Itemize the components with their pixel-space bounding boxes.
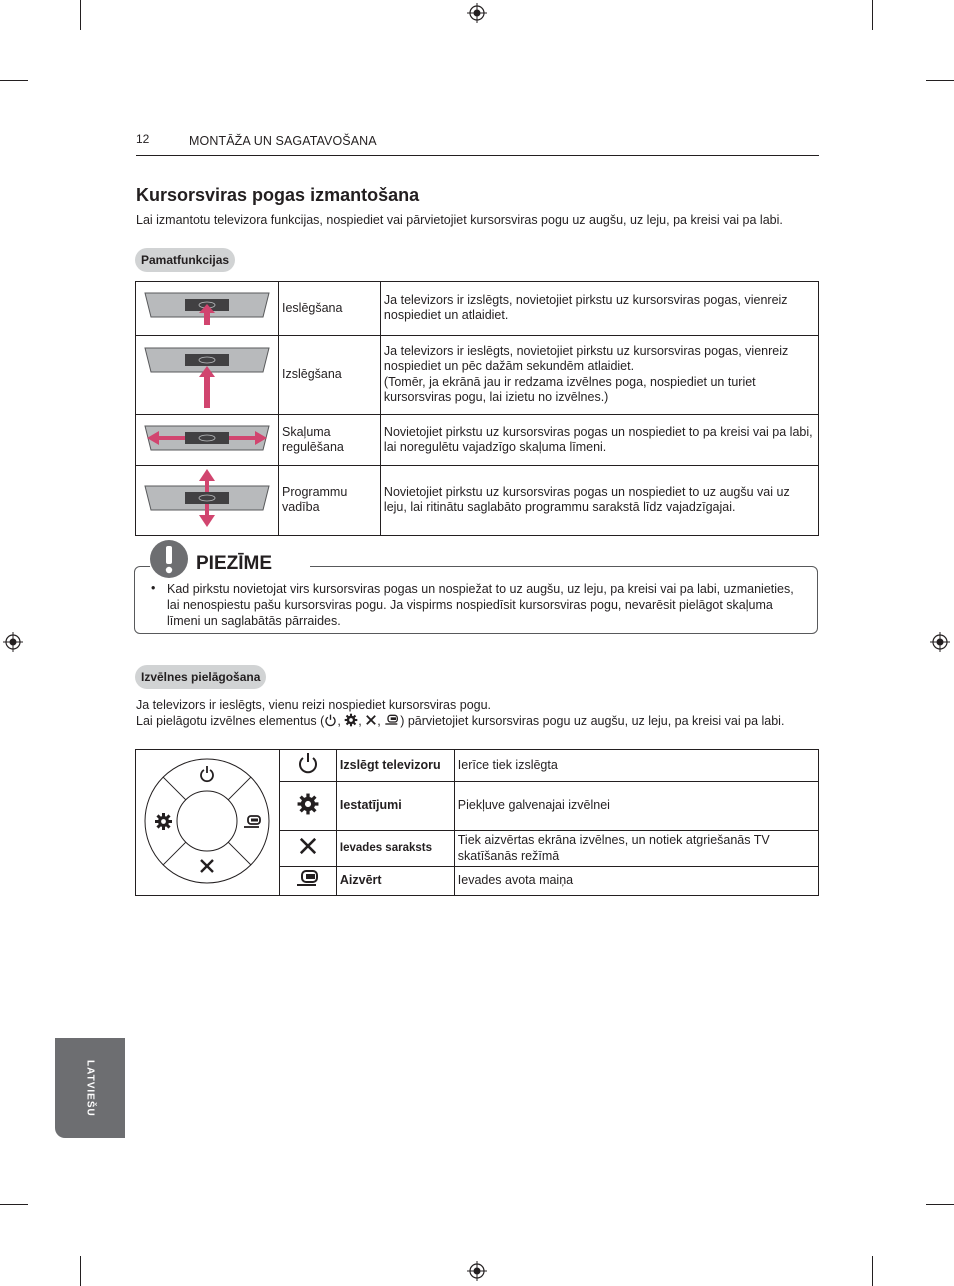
menu-item-description: Tiek aizvērtas ekrāna izvēlnes, un notiek atgriešanās TV skatīšanās režīmā — [454, 831, 818, 867]
icon-cell — [279, 867, 336, 895]
menu-item-description: Ievades avota maiņa — [454, 867, 818, 895]
menu-wheel-cell — [136, 750, 280, 896]
crop-mark — [80, 1256, 81, 1286]
icon-cell — [279, 781, 336, 830]
table-row — [136, 282, 819, 336]
registration-mark-icon — [467, 1261, 487, 1281]
text-fragment: Lai pielāgotu izvēlnes elementus ( — [136, 714, 325, 728]
function-description: Novietojiet pirkstu uz kursorsviras pogas un nospiediet to pa kreisi vai pa labi, lai noregulētu vajadzīgo skaļuma līmeni. — [380, 415, 818, 466]
text-fragment: , — [358, 714, 362, 728]
crop-mark — [926, 80, 954, 81]
input-icon — [295, 870, 321, 888]
menu-instruction-line: Ja televizors ir ieslēgts, vienu reizi nospiediet kursorsviras pogu. — [136, 698, 492, 712]
power-icon — [324, 714, 337, 727]
icon-cell — [279, 750, 336, 782]
registration-mark-icon — [930, 632, 950, 652]
up-down-arrow-icon — [139, 468, 275, 528]
language-tab-label: LATVIEŠU — [84, 1059, 96, 1117]
bullet: • — [151, 581, 156, 595]
intro-text: Lai izmantotu televizora funkcijas, nospiediet vai pārvietojiet kursorsviras pogu uz augšu, uz leju, pa kreisi vai pa labi. — [136, 213, 783, 227]
button-diagram-cell — [136, 335, 279, 415]
crop-mark — [872, 1256, 873, 1286]
button-diagram-cell — [136, 282, 279, 336]
crop-mark — [0, 80, 28, 81]
gear-icon — [344, 713, 358, 727]
gear-icon — [297, 793, 319, 815]
table-row — [136, 750, 819, 782]
registration-mark-icon — [3, 632, 23, 652]
header-rule — [136, 155, 819, 156]
power-icon — [298, 752, 318, 774]
menu-instruction-line — [136, 713, 816, 729]
function-name: Programmu vadība — [279, 466, 381, 536]
page-number: 12 — [136, 132, 150, 146]
function-description: Ja televizors ir ieslēgts, novietojiet pirkstu uz kursorsviras pogas, vienreiz nospiediet un pēc dažām sekundēm atlaidiet. (Tomēr, ja ekrānā jau ir redzama izvēlnes poga, nospiediet un turiet kursorsviras pogu, lai izietu no izvēlnes.) — [380, 335, 818, 415]
press-up-short-arrow-icon — [139, 284, 275, 328]
note-text: Kad pirkstu novietojat virs kursorsviras pogas un nospiežat to uz augšu, uz leju, pa kreisi vai pa labi, uzmanieties, lai nenospiestu pašu kursorsviras pogu. Ja vispirms nospiedīsit kursorsviras pogu, nevarēsit pielāgot skaļuma līmeni un saglabātās pārraides. — [167, 582, 794, 628]
function-name: Skaļuma regulēšana — [279, 415, 381, 466]
menu-instructions — [136, 697, 816, 729]
button-diagram-cell — [136, 466, 279, 536]
menu-item-name: Aizvērt — [336, 867, 454, 895]
crop-mark — [926, 1204, 954, 1205]
table-row — [136, 466, 819, 536]
close-x-icon — [365, 714, 377, 726]
exclamation-icon — [150, 540, 188, 578]
table-row — [136, 415, 819, 466]
menu-item-name: Izslēgt televizoru — [336, 750, 454, 782]
close-x-icon — [299, 837, 317, 855]
input-icon — [384, 714, 400, 726]
function-description: Ja televizors ir izslēgts, novietojiet pirkstu uz kursorsviras pogas, vienreiz nospiediet un atlaidiet. — [380, 282, 818, 336]
icon-cell — [279, 831, 336, 867]
registration-mark-icon — [467, 3, 487, 23]
function-name: Izslēgšana — [279, 335, 381, 415]
table-row — [136, 335, 819, 415]
menu-item-name: Ievades saraksts — [336, 831, 454, 867]
basic-functions-label: Pamatfunkcijas — [135, 248, 235, 272]
function-name: Ieslēgšana — [279, 282, 381, 336]
gear-icon — [155, 813, 172, 830]
left-right-arrow-icon — [139, 418, 275, 458]
page-title: Kursorsviras pogas izmantošana — [136, 185, 420, 205]
press-up-long-arrow-icon — [139, 338, 275, 408]
menu-adjust-label: Izvēlnes pielāgošana — [135, 665, 266, 689]
crop-mark — [0, 1204, 28, 1205]
text-fragment: , — [337, 714, 341, 728]
menu-item-description: Ierīce tiek izslēgta — [454, 750, 818, 782]
menu-item-description: Piekļuve galvenajai izvēlnei — [454, 781, 818, 830]
menu-wheel-diagram — [138, 750, 276, 890]
basic-functions-table — [135, 281, 819, 536]
menu-item-name: Iestatījumi — [336, 781, 454, 830]
function-description: Novietojiet pirkstu uz kursorsviras pogas un nospiediet to uz augšu vai uz leju, lai ritinātu saglabāto programmu sarakstā līdz vajadzīgajai. — [380, 466, 818, 536]
section-header: MONTĀŽA UN SAGATAVOŠANA — [189, 134, 377, 148]
crop-mark — [80, 0, 81, 30]
text-fragment: , — [377, 714, 381, 728]
note-title: PIEZĪME — [196, 553, 273, 574]
menu-items-table — [135, 749, 819, 896]
crop-mark — [872, 0, 873, 30]
button-diagram-cell — [136, 415, 279, 466]
text-fragment: ) pārvietojiet kursorsviras pogu uz augšu, uz leju, pa kreisi vai pa labi. — [400, 714, 785, 728]
